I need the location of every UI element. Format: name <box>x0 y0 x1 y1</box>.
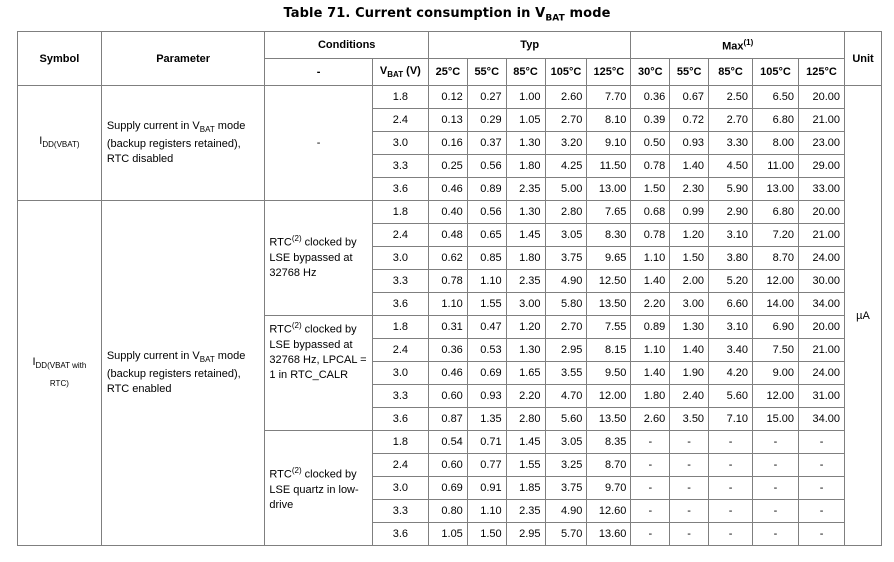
max-value-cell: 4.50 <box>709 155 753 178</box>
parameter-cell: Supply current in $V_{BAT}$ mode (backup registers retained), RTC disabled <box>101 86 265 201</box>
max-value-cell: 14.00 <box>753 293 799 316</box>
typ-value-cell: 2.35 <box>506 178 545 201</box>
max-value-cell: 2.20 <box>631 293 670 316</box>
max-value-cell: 3.10 <box>709 224 753 247</box>
vbat-cell: 2.4 <box>372 109 428 132</box>
typ-value-cell: 0.69 <box>428 477 467 500</box>
typ-value-cell: 0.46 <box>428 362 467 385</box>
max-value-cell: 1.50 <box>670 247 709 270</box>
max-value-cell: 9.00 <box>753 362 799 385</box>
typ-value-cell: 2.35 <box>506 270 545 293</box>
vbat-cell: 3.6 <box>372 293 428 316</box>
typ-value-cell: 8.30 <box>587 224 631 247</box>
typ-value-cell: 0.71 <box>467 431 506 454</box>
typ-value-cell: 1.20 <box>506 316 545 339</box>
vbat-cell: 2.4 <box>372 224 428 247</box>
typ-value-cell: 13.60 <box>587 523 631 546</box>
max-value-cell: - <box>753 477 799 500</box>
max-value-cell: 2.60 <box>631 408 670 431</box>
vbat-cell: 3.0 <box>372 477 428 500</box>
max-value-cell: 13.00 <box>753 178 799 201</box>
max-value-cell: 15.00 <box>753 408 799 431</box>
typ-value-cell: 2.80 <box>506 408 545 431</box>
table-body <box>18 86 882 546</box>
typ-value-cell: 8.70 <box>587 454 631 477</box>
typ-value-cell: 0.77 <box>467 454 506 477</box>
vbat-cell: 1.8 <box>372 86 428 109</box>
header-unit: Unit <box>845 32 882 86</box>
typ-value-cell: 4.70 <box>545 385 587 408</box>
max-value-cell: 1.80 <box>631 385 670 408</box>
max-value-cell: 3.80 <box>709 247 753 270</box>
current-consumption-table <box>17 31 882 546</box>
max-value-cell: 4.20 <box>709 362 753 385</box>
typ-value-cell: 1.85 <box>506 477 545 500</box>
typ-value-cell: 1.10 <box>428 293 467 316</box>
vbat-cell: 3.0 <box>372 132 428 155</box>
typ-value-cell: 1.00 <box>506 86 545 109</box>
condition-cell: RTC$^{(2)}$ clocked by LSE bypassed at 32768 Hz <box>265 201 372 316</box>
typ-value-cell: 12.60 <box>587 500 631 523</box>
max-value-cell: 24.00 <box>799 362 845 385</box>
max-value-cell: 5.90 <box>709 178 753 201</box>
condition-cell: - <box>265 86 372 201</box>
max-value-cell: 3.30 <box>709 132 753 155</box>
typ-value-cell: 0.31 <box>428 316 467 339</box>
typ-value-cell: 3.20 <box>545 132 587 155</box>
max-value-cell: 6.80 <box>753 109 799 132</box>
typ-value-cell: 2.60 <box>545 86 587 109</box>
max-value-cell: 0.39 <box>631 109 670 132</box>
max-value-cell: 0.78 <box>631 155 670 178</box>
max-value-cell: 0.78 <box>631 224 670 247</box>
max-value-cell: 2.30 <box>670 178 709 201</box>
typ-value-cell: 2.35 <box>506 500 545 523</box>
typ-value-cell: 0.27 <box>467 86 506 109</box>
max-value-cell: - <box>799 454 845 477</box>
typ-value-cell: 0.29 <box>467 109 506 132</box>
symbol-cell: $I_{DD(VBAT)}$ <box>18 86 102 201</box>
typ-value-cell: 3.75 <box>545 477 587 500</box>
typ-value-cell: 3.00 <box>506 293 545 316</box>
max-value-cell: - <box>709 523 753 546</box>
max-value-cell: 1.30 <box>670 316 709 339</box>
max-value-cell: - <box>670 431 709 454</box>
typ-value-cell: 0.54 <box>428 431 467 454</box>
typ-value-cell: 4.90 <box>545 500 587 523</box>
max-value-cell: - <box>753 431 799 454</box>
typ-value-cell: 2.95 <box>545 339 587 362</box>
unit-cell: µA <box>845 86 882 546</box>
typ-value-cell: 5.80 <box>545 293 587 316</box>
condition-cell: RTC$^{(2)}$ clocked by LSE quartz in low-drive <box>265 431 372 546</box>
typ-value-cell: 4.25 <box>545 155 587 178</box>
typ-value-cell: 9.10 <box>587 132 631 155</box>
max-value-cell: 0.36 <box>631 86 670 109</box>
typ-value-cell: 0.56 <box>467 155 506 178</box>
max-value-cell: 2.70 <box>709 109 753 132</box>
max-value-cell: 6.50 <box>753 86 799 109</box>
max-value-cell: 21.00 <box>799 109 845 132</box>
max-value-cell: 2.40 <box>670 385 709 408</box>
max-value-cell: 2.50 <box>709 86 753 109</box>
typ-value-cell: 0.56 <box>467 201 506 224</box>
typ-value-cell: 3.75 <box>545 247 587 270</box>
typ-value-cell: 4.90 <box>545 270 587 293</box>
typ-value-cell: 0.78 <box>428 270 467 293</box>
vbat-cell: 1.8 <box>372 431 428 454</box>
typ-value-cell: 8.35 <box>587 431 631 454</box>
max-value-cell: 0.72 <box>670 109 709 132</box>
max-value-cell: 3.50 <box>670 408 709 431</box>
typ-value-cell: 8.10 <box>587 109 631 132</box>
typ-value-cell: 12.50 <box>587 270 631 293</box>
typ-value-cell: 0.36 <box>428 339 467 362</box>
typ-value-cell: 0.62 <box>428 247 467 270</box>
typ-value-cell: 0.25 <box>428 155 467 178</box>
max-value-cell: 0.50 <box>631 132 670 155</box>
max-value-cell: 21.00 <box>799 224 845 247</box>
vbat-cell: 1.8 <box>372 316 428 339</box>
typ-value-cell: 7.70 <box>587 86 631 109</box>
max-value-cell: 1.50 <box>631 178 670 201</box>
header-typ-temp: 25°C <box>428 59 467 86</box>
typ-value-cell: 1.30 <box>506 132 545 155</box>
typ-value-cell: 8.15 <box>587 339 631 362</box>
typ-value-cell: 3.05 <box>545 431 587 454</box>
max-value-cell: - <box>631 500 670 523</box>
max-value-cell: 20.00 <box>799 316 845 339</box>
vbat-cell: 3.6 <box>372 408 428 431</box>
max-value-cell: 12.00 <box>753 385 799 408</box>
typ-value-cell: 0.91 <box>467 477 506 500</box>
max-value-cell: - <box>670 454 709 477</box>
max-value-cell: 2.90 <box>709 201 753 224</box>
max-value-cell: 34.00 <box>799 293 845 316</box>
typ-value-cell: 0.87 <box>428 408 467 431</box>
typ-value-cell: 3.55 <box>545 362 587 385</box>
max-value-cell: 0.68 <box>631 201 670 224</box>
typ-value-cell: 0.89 <box>467 178 506 201</box>
max-value-cell: 1.40 <box>670 155 709 178</box>
max-value-cell: 6.90 <box>753 316 799 339</box>
max-value-cell: 30.00 <box>799 270 845 293</box>
typ-value-cell: 11.50 <box>587 155 631 178</box>
vbat-cell: 2.4 <box>372 339 428 362</box>
typ-value-cell: 7.65 <box>587 201 631 224</box>
max-value-cell: 6.80 <box>753 201 799 224</box>
max-value-cell: - <box>799 431 845 454</box>
header-typ-temp: 55°C <box>467 59 506 86</box>
vbat-cell: 3.3 <box>372 270 428 293</box>
header-parameter: Parameter <box>101 32 265 86</box>
typ-value-cell: 0.37 <box>467 132 506 155</box>
vbat-cell: 3.0 <box>372 247 428 270</box>
max-value-cell: 7.10 <box>709 408 753 431</box>
max-value-cell: 1.10 <box>631 339 670 362</box>
max-value-cell: 33.00 <box>799 178 845 201</box>
max-value-cell: 1.40 <box>631 270 670 293</box>
typ-value-cell: 1.65 <box>506 362 545 385</box>
typ-value-cell: 1.80 <box>506 247 545 270</box>
typ-value-cell: 1.35 <box>467 408 506 431</box>
vbat-cell: 3.6 <box>372 178 428 201</box>
max-value-cell: - <box>799 477 845 500</box>
max-value-cell: 1.10 <box>631 247 670 270</box>
table-title: Table 71. Current consumption in $V_{BAT}$ mode <box>283 6 611 24</box>
typ-value-cell: 13.50 <box>587 293 631 316</box>
table-row <box>18 201 882 224</box>
max-value-cell: - <box>631 477 670 500</box>
max-value-cell: - <box>631 431 670 454</box>
typ-value-cell: 0.65 <box>467 224 506 247</box>
max-value-cell: - <box>799 500 845 523</box>
condition-cell: RTC$^{(2)}$ clocked by LSE bypassed at 32768 Hz, LPCAL = 1 in RTC_CALR <box>265 316 372 431</box>
typ-value-cell: 1.10 <box>467 270 506 293</box>
typ-value-cell: 1.55 <box>506 454 545 477</box>
typ-value-cell: 2.70 <box>545 316 587 339</box>
max-value-cell: 3.00 <box>670 293 709 316</box>
typ-value-cell: 2.70 <box>545 109 587 132</box>
typ-value-cell: 1.45 <box>506 431 545 454</box>
max-value-cell: 7.50 <box>753 339 799 362</box>
max-value-cell: - <box>753 454 799 477</box>
typ-value-cell: 5.60 <box>545 408 587 431</box>
symbol-cell: $I_{DD(VBAT with RTC)}$ <box>18 201 102 546</box>
max-value-cell: 31.00 <box>799 385 845 408</box>
max-value-cell: - <box>799 523 845 546</box>
header-typ-temp: 125°C <box>587 59 631 86</box>
typ-value-cell: 1.50 <box>467 523 506 546</box>
header-max-temp: 85°C <box>709 59 753 86</box>
typ-value-cell: 1.30 <box>506 339 545 362</box>
typ-value-cell: 9.65 <box>587 247 631 270</box>
typ-value-cell: 2.80 <box>545 201 587 224</box>
header-typ-temp: 105°C <box>545 59 587 86</box>
header-vbat: $V_{BAT}$ (V) <box>372 59 428 86</box>
parameter-cell: Supply current in $V_{BAT}$ mode (backup registers retained), RTC enabled <box>101 201 265 546</box>
max-value-cell: 34.00 <box>799 408 845 431</box>
vbat-cell: 2.4 <box>372 454 428 477</box>
typ-value-cell: 5.70 <box>545 523 587 546</box>
max-value-cell: 1.40 <box>631 362 670 385</box>
typ-value-cell: 0.60 <box>428 454 467 477</box>
max-value-cell: - <box>709 431 753 454</box>
typ-value-cell: 9.70 <box>587 477 631 500</box>
max-value-cell: 29.00 <box>799 155 845 178</box>
max-value-cell: 1.20 <box>670 224 709 247</box>
typ-value-cell: 1.55 <box>467 293 506 316</box>
max-value-cell: 1.40 <box>670 339 709 362</box>
vbat-cell: 3.0 <box>372 362 428 385</box>
vbat-cell: 3.3 <box>372 155 428 178</box>
max-value-cell: 0.89 <box>631 316 670 339</box>
typ-value-cell: 3.25 <box>545 454 587 477</box>
typ-value-cell: 12.00 <box>587 385 631 408</box>
max-value-cell: 23.00 <box>799 132 845 155</box>
typ-value-cell: 0.85 <box>467 247 506 270</box>
max-value-cell: 3.40 <box>709 339 753 362</box>
typ-value-cell: 13.00 <box>587 178 631 201</box>
max-value-cell: 12.00 <box>753 270 799 293</box>
table-row <box>18 86 882 109</box>
max-value-cell: 0.99 <box>670 201 709 224</box>
typ-value-cell: 0.13 <box>428 109 467 132</box>
max-value-cell: 0.67 <box>670 86 709 109</box>
typ-value-cell: 0.53 <box>467 339 506 362</box>
max-value-cell: - <box>670 500 709 523</box>
header-max-temp: 55°C <box>670 59 709 86</box>
vbat-cell: 3.6 <box>372 523 428 546</box>
header-max-temp: 125°C <box>799 59 845 86</box>
header-typ: Typ <box>428 32 630 59</box>
max-value-cell: 20.00 <box>799 201 845 224</box>
typ-value-cell: 7.55 <box>587 316 631 339</box>
typ-value-cell: 0.80 <box>428 500 467 523</box>
header-symbol: Symbol <box>18 32 102 86</box>
typ-value-cell: 1.30 <box>506 201 545 224</box>
typ-value-cell: 1.05 <box>428 523 467 546</box>
header-typ-temp: 85°C <box>506 59 545 86</box>
vbat-cell: 3.3 <box>372 500 428 523</box>
typ-value-cell: 1.05 <box>506 109 545 132</box>
typ-value-cell: 13.50 <box>587 408 631 431</box>
typ-value-cell: 1.45 <box>506 224 545 247</box>
typ-value-cell: 9.50 <box>587 362 631 385</box>
typ-value-cell: 1.10 <box>467 500 506 523</box>
max-value-cell: 5.20 <box>709 270 753 293</box>
typ-value-cell: 3.05 <box>545 224 587 247</box>
typ-value-cell: 5.00 <box>545 178 587 201</box>
max-value-cell: - <box>753 523 799 546</box>
max-value-cell: 1.90 <box>670 362 709 385</box>
max-value-cell: - <box>631 523 670 546</box>
typ-value-cell: 0.93 <box>467 385 506 408</box>
max-value-cell: 7.20 <box>753 224 799 247</box>
max-value-cell: 6.60 <box>709 293 753 316</box>
typ-value-cell: 2.20 <box>506 385 545 408</box>
max-value-cell: 24.00 <box>799 247 845 270</box>
typ-value-cell: 0.69 <box>467 362 506 385</box>
typ-value-cell: 0.16 <box>428 132 467 155</box>
max-value-cell: - <box>709 500 753 523</box>
vbat-cell: 3.3 <box>372 385 428 408</box>
max-value-cell: 8.70 <box>753 247 799 270</box>
header-condition-dash: - <box>265 59 372 86</box>
max-value-cell: - <box>709 454 753 477</box>
vbat-cell: 1.8 <box>372 201 428 224</box>
typ-value-cell: 0.46 <box>428 178 467 201</box>
max-value-cell: - <box>670 477 709 500</box>
max-value-cell: 20.00 <box>799 86 845 109</box>
max-value-cell: 8.00 <box>753 132 799 155</box>
header-max: Max$^{(1)}$ <box>631 32 845 59</box>
typ-value-cell: 0.60 <box>428 385 467 408</box>
typ-value-cell: 0.12 <box>428 86 467 109</box>
max-value-cell: - <box>670 523 709 546</box>
max-value-cell: 5.60 <box>709 385 753 408</box>
max-value-cell: - <box>753 500 799 523</box>
typ-value-cell: 1.80 <box>506 155 545 178</box>
typ-value-cell: 0.40 <box>428 201 467 224</box>
max-value-cell: 3.10 <box>709 316 753 339</box>
header-max-temp: 30°C <box>631 59 670 86</box>
max-value-cell: - <box>709 477 753 500</box>
max-value-cell: 2.00 <box>670 270 709 293</box>
max-value-cell: - <box>631 454 670 477</box>
typ-value-cell: 0.48 <box>428 224 467 247</box>
max-value-cell: 11.00 <box>753 155 799 178</box>
max-value-cell: 21.00 <box>799 339 845 362</box>
max-value-cell: 0.93 <box>670 132 709 155</box>
typ-value-cell: 0.47 <box>467 316 506 339</box>
typ-value-cell: 2.95 <box>506 523 545 546</box>
header-max-temp: 105°C <box>753 59 799 86</box>
header-conditions: Conditions <box>265 32 429 59</box>
